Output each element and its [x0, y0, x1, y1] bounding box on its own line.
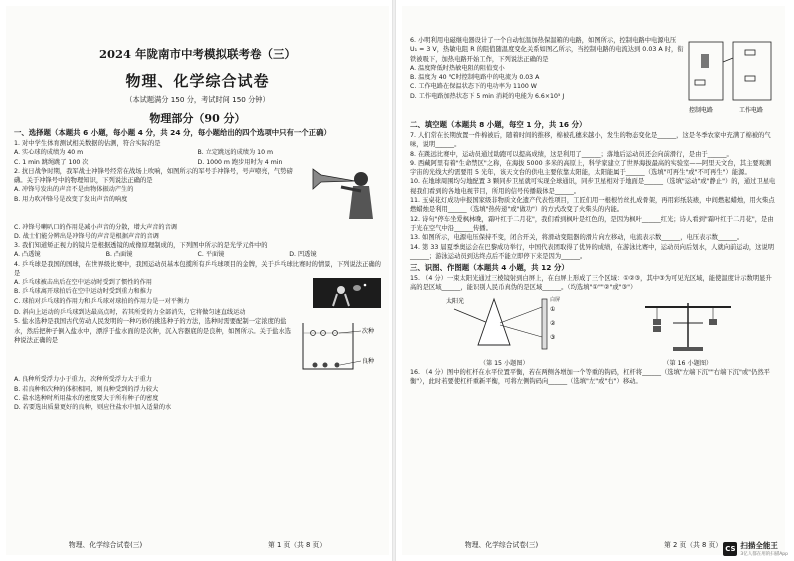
q3-option-d: D. 凹透镜: [289, 251, 317, 259]
part2-heading: 二、填空题（本题共 8 小题，每空 1 分，共 16 分）: [410, 120, 587, 129]
q1-option-d: D. 1000 m 跑步用时为 4 min: [197, 158, 283, 166]
q6-option-c: C. 工作电路在保温状态下的电功率为 1100 W: [410, 83, 537, 91]
question-11: 11. 玉桌花灯成功申报国家级非物质文化遗产代表性项目，工匠们用一根根竹丝扎成骨架，再用彩纸装裱，中间燃起蜡烛，用火柴点燃蜡烛是利用______（选填"热传递"或"做功"）的方式改变了火柴头的内能。: [410, 197, 775, 214]
q5-option-a: A. 良种所受浮力小于重力，次种所受浮力大于重力: [14, 376, 152, 384]
q5-option-c: C. 盐水选种时所用盐水的密度要大于所有种子的密度: [14, 394, 159, 402]
q4-option-c: C. 球拍对乒乓球的作用力和乒乓球对球拍的作用力是一对平衡力: [14, 297, 190, 305]
q6-option-d: D. 工作电路加热状态下 5 min 消耗的电能为 6.6×10⁵ J: [410, 92, 565, 100]
page-1-footer: [6, 539, 389, 549]
exam-page-2: [402, 6, 785, 555]
label-liang: 良种: [362, 358, 375, 366]
bugler-figure: [303, 167, 381, 223]
cs-badge-title: 扫描全能王: [740, 541, 778, 550]
lever-figure: [633, 293, 743, 355]
question-4: 4. 乒乓球是我国的国球，在世界级比赛中，我国运动员基本包揽所有乒乓球项目的金牌，关于乒乓球比赛时的情景，下列说法正确的是: [14, 260, 381, 277]
question-15: 15. （4 分）一束太阳光通过三棱镜射到白屏上，在白屏上形成了三个区域：①②③，其中③为可见光区域，能使温度计示数明显升高的是区域______，能识别人民币真伪的是区域______。（均选填"①""②"或"③"）: [410, 275, 772, 292]
q6-option-b: B. 温度为 40 ℃时控制电路中的电流为 0.03 A: [410, 74, 540, 82]
fig16-caption: （第 16 小题图）: [663, 359, 713, 367]
footer-page-number: 第 2 页（共 8 页）: [664, 541, 723, 549]
question-7: 7. 人们常在长期放置一件棉被后，随着时间的推移，棉被孔穗来越小，发生的物态变化是______，这是冬季农家中充满了棉被的气味，说明______。: [410, 132, 771, 149]
question-3: 3. 我们知道矫正视力的镜片是根据透镜的成像原理制成的，下列图中所示的是光学元件中的: [14, 242, 268, 250]
q1-option-b: B. 立定跳远的成绩为 10 m: [197, 149, 274, 157]
q3-option-c: C. 平面镜: [197, 251, 225, 259]
question-5: 5. 盐水选种是我国古代劳动人民发明的一种巧妙的挑选种子的方法，选种时需要配制一定浓度的盐水，然后把种子倒入盐水中，漂浮于盐水面的是次种，沉入容器底的是良种，如图所示。关于盐水选种说法正确的是: [14, 318, 292, 344]
label-region-1: ①: [550, 305, 556, 313]
exam-page-1: [6, 6, 389, 555]
q1-options-row2: [14, 158, 381, 167]
section-title: 物理部分（90 分）: [149, 112, 246, 125]
relay-circuit-figure: [685, 36, 777, 118]
exam-note: （本试题满分 150 分，考试时间 150 分钟）: [125, 95, 270, 104]
label-control-circuit: 控制电路: [689, 107, 714, 114]
q3-options: [14, 250, 381, 259]
label-sunlight: 太阳光: [446, 297, 465, 305]
question-8: 8. 在跳远比赛中，运动员通过助跑可以提高成绩，这是利用了______；落地后运动员还会向前滑行，是由于______。: [410, 150, 733, 158]
question-10: 10. 在地球周围均匀地配置 3 颗同步卫星就可实现全球通讯，同步卫星相对于地面是______（选填"运动"或"静止"）的，通过卫星电视我们看到的各地电视节目，所用的信号传播载体是______。: [410, 178, 776, 195]
camscanner-watermark: [723, 540, 788, 557]
question-2: 2. 抗日战争时期，我军战士冲锋号经常在战场上吹响，如图所示的军号手冲锋号，号声嘹亮，气势磅礴。关于冲锋号中的物理知识，下列说法正确的是: [14, 167, 293, 184]
exam-subtitle: 物理、化学综合试卷: [125, 72, 270, 90]
q2-option-c: C. 冲锋号喇叭口的作用是减小声音的分散，增大声音的音调: [14, 223, 177, 231]
question-14: 14. 第 33 届夏季奥运会在巴黎成功举行，中国代表团取得了优异的成绩，在游泳比赛中，运动员向后划水，人就向前运动，这说明______；游泳运动员到达终点后不能立即停下来是因为______。: [410, 243, 775, 260]
question-16: 16. （4 分）图中的杠杆在水平位置平衡，若在两侧各增加一个等重的钩码，杠杆将______（选填"左端下沉""右端下沉"或"仍然平衡"），此时若要使杠杆重新平衡，可将左侧钩码向______（选填"左"或"右"）移动。: [410, 368, 770, 386]
label-work-circuit: 工作电路: [739, 107, 764, 114]
footer-exam-name: 物理、化学综合试卷(三): [464, 541, 539, 549]
q2-option-a: A. 冲锋号发出的声音不是由物体振动产生的: [14, 186, 134, 194]
label-region-2: ②: [550, 319, 556, 327]
q3-option-b: B. 凸面镜: [105, 251, 133, 259]
q5-option-d: D. 若要选出质量更好的良种，则应往盐水中加入适量的水: [14, 404, 172, 412]
part1-heading: 一、选择题（本题共 6 小题，每小题 4 分，共 24 分，每小题给出的四个选项中只有一个正确）: [14, 128, 331, 137]
label-screen: 白屏: [550, 296, 561, 303]
q1-option-a: A. 实心球的成绩为 40 m: [14, 149, 84, 157]
q2-option-b: B. 用力吹冲锋号是改变了发出声音的响度: [14, 195, 128, 203]
q4-option-d: D. 斜向上运动的乒乓球到达最高点时，若其所受的力全部消失，它将做匀速直线运动: [14, 309, 246, 317]
q1-option-c: C. 1 min 跳绳跳了 100 次: [14, 158, 89, 166]
fig15-caption: （第 15 小题图）: [479, 359, 529, 367]
exam-title: 2024 年陇南市中考模拟联考卷（三）: [98, 47, 296, 61]
cs-badge-subtitle: 3亿人都在用的扫描App: [740, 552, 788, 557]
q6-option-a: A. 温度降低时热敏电阻的阻值变小: [410, 64, 505, 72]
q4-option-a: A. 乒乓球被击出后在空中运动时受到了惯性的作用: [14, 279, 152, 287]
q2-option-d: D. 战士们能分辨出是冲锋号的声音是根据声音的音调: [14, 232, 159, 240]
footer-exam-name: 物理、化学综合试卷(三): [68, 541, 143, 549]
q3-option-a: A. 凸透镜: [14, 251, 41, 259]
table-tennis-photo: [313, 278, 381, 308]
question-6: 6. 小明利用电磁继电器设计了一个自动恒温加热保温箱的电路，如图所示，控制电路中电源电压 U₁ = 3 V，热敏电阻 R 的阻值随温度变化关系如图乙所示，当控制电路的电流达到 0.03 A 时，衔铁被吸下，加热电路开始工作，下列说法正确的是: [410, 37, 684, 63]
q4-option-b: B. 乒乓球离开球拍后在空中运动时受到重力和推力: [14, 288, 153, 296]
part3-heading: 三、识图、作图题（本题共 4 小题，共 12 分）: [410, 263, 569, 273]
cs-logo-icon: CS: [723, 542, 737, 556]
q5-option-b: B. 若良种和次种的体积相同，则良种受到的浮力较大: [14, 385, 159, 393]
seed-selection-figure: [295, 317, 381, 375]
question-9: 9. 西藏阿里有着"生命禁区"之称，在海拔 5000 多米的高原上，科学家建立了世界海拔最高的实验室——阿里天文台，其主要观测宇宙的光线大约需要用 5 光年，该天文台的供电主要依靠太阳能，太阳能属于______（选填"可再生"或"不可再生"）能源。: [410, 159, 772, 177]
q1-options-row1: [14, 148, 381, 157]
question-1: 1. 对中学生体育测试相关数据的估测，符合实际的是: [14, 140, 161, 147]
question-12: 12. 诗句"停车坐爱枫林晚，霜叶红于二月花"，我们看到枫叶是红色的，是因为枫叶______红光；诗人看到"霜叶红于二月花"，是由于光在空气中沿______传播。: [410, 215, 774, 232]
footer-page-number: 第 1 页（共 8 页）: [268, 541, 327, 549]
prism-figure: [444, 293, 564, 355]
label-ci: 次种: [362, 328, 375, 336]
question-13: 13. 如图所示，电源电压保持不变，闭合开关，将滑动变阻器的滑片向左移动，电流表示数______，电压表示数______。: [410, 234, 744, 242]
page-fold: [392, 0, 396, 561]
label-region-3: ③: [550, 333, 556, 341]
